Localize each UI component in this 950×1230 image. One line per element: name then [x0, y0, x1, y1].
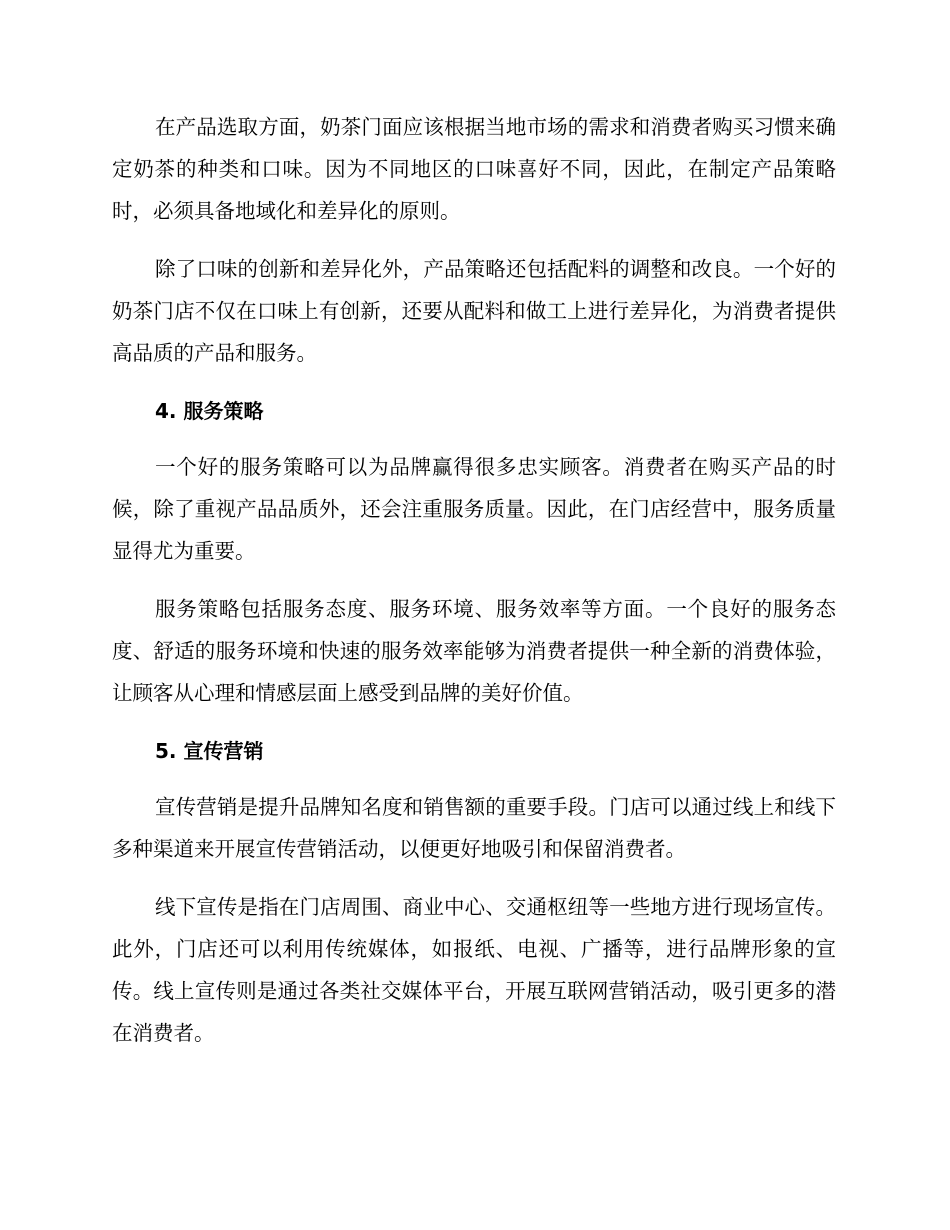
document-body	[112, 106, 836, 1070]
paragraph-ingredients: 除了口味的创新和差异化外，产品策略还包括配料的调整和改良。一个好的奶茶门店不仅在口味上有创新，还要从配料和做工上进行差异化，为消费者提供高品质的产品和服务。	[112, 257, 836, 365]
paragraph-offline-online-promotion: 线下宣传是指在门店周围、商业中心、交通枢纽等一些地方进行现场宣传。此外，门店还可以利用传统媒体，如报纸、电视、广播等，进行品牌形象的宣传。线上宣传则是通过各类社交媒体平台，开展互联网营销活动，吸引更多的潜在消费者。	[112, 895, 836, 1045]
heading-service-strategy: 4. 服务策略	[155, 399, 264, 423]
paragraph-marketing-overview: 宣传营销是提升品牌知名度和销售额的重要手段。门店可以通过线上和线下多种渠道来开展宣传营销活动，以便更好地吸引和保留消费者。	[112, 795, 836, 861]
paragraph-service-loyalty: 一个好的服务策略可以为品牌赢得很多忠实顾客。消费者在购买产品的时候，除了重视产品品质外，还会注重服务质量。因此，在门店经营中，服务质量显得尤为重要。	[112, 455, 836, 563]
paragraph-service-components: 服务策略包括服务态度、服务环境、服务效率等方面。一个良好的服务态度、舒适的服务环境和快速的服务效率能够为消费者提供一种全新的消费体验，让顾客从心理和情感层面上感受到品牌的美好价值。	[112, 597, 836, 705]
paragraph-product-selection: 在产品选取方面，奶茶门面应该根据当地市场的需求和消费者购买习惯来确定奶茶的种类和口味。因为不同地区的口味喜好不同，因此，在制定产品策略时，必须具备地域化和差异化的原则。	[112, 115, 836, 223]
heading-promotion-marketing: 5. 宣传营销	[155, 739, 264, 763]
